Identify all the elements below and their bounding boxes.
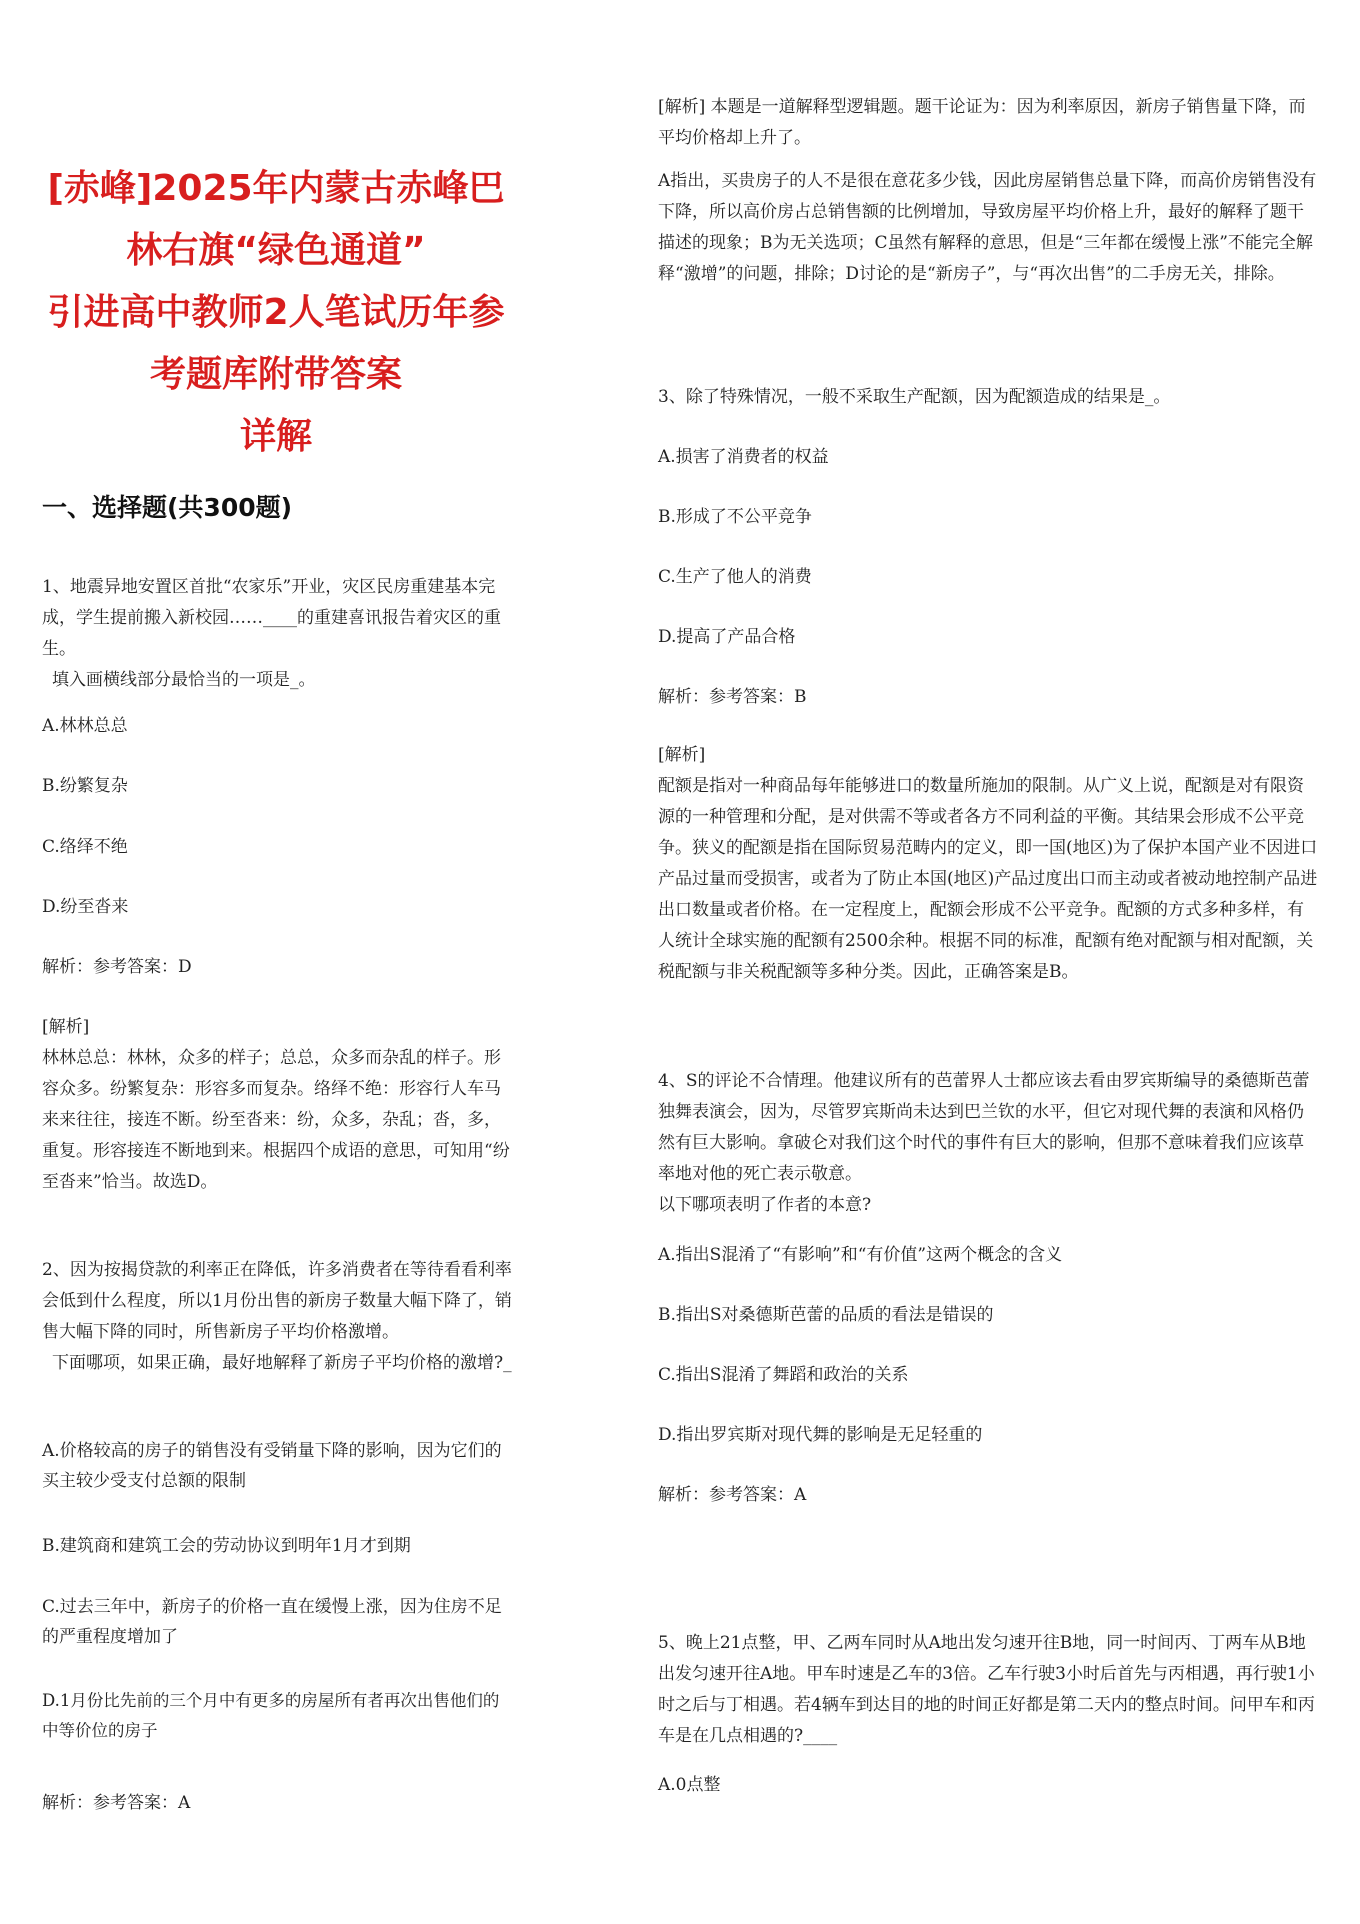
q1-stem-block: [42, 572, 512, 696]
q3-stem: 3、除了特殊情况，一般不采取生产配额，因为配额造成的结果是_。: [658, 387, 1171, 407]
q4-option-b: B.指出S对桑德斯芭蕾的品质的看法是错误的: [658, 1305, 994, 1325]
q3-analysis: 配额是指对一种商品每年能够进口的数量所施加的限制。从广义上说，配额是对有限资源的一种管理和分配，是对供需不等或者各方不同利益的平衡。其结果会形成不公平竞争。狭义的配额是指在国际贸易范畴内的定义，即一国(地区)为了保护本国产业不因进口产品过量而受损害，或者为了防止本国(地区)产品过度出口而主动或者被动地控制产品进出口数量或者价格。在一定程度上，配额会形成不公平竞争。配额的方式多种多样，有人统计全球实施的配额有2500余种。根据不同的标准，配额有绝对配额与相对配额，关税配额与非关税配额等多种分类。因此，正确答案是B。: [658, 776, 1318, 982]
section-heading: 一、选择题(共300题): [42, 493, 293, 522]
q2-stem: 2、因为按揭贷款的利率正在降低，许多消费者在等待看看利率会低到什么程度，所以1月份出售的新房子数量大幅下降了，销售大幅下降的同时，所售新房子平均价格激增。: [42, 1260, 512, 1342]
q1-option-d: D.纷至沓来: [42, 897, 129, 917]
q4-answer: 解析：参考答案：A: [658, 1485, 807, 1505]
q3-option-c: C.生产了他人的消费: [658, 567, 812, 587]
q1-analysis-block: [42, 1012, 512, 1198]
q2-answer: 解析：参考答案：A: [42, 1793, 191, 1813]
q4-stem: 4、S的评论不合情理。他建议所有的芭蕾界人士都应该去看由罗宾斯编导的桑德斯芭蕾独舞表演会，因为，尽管罗宾斯尚未达到巴兰钦的水平，但它对现代舞的表演和风格仍然有巨大影响。拿破仑对我们这个时代的事件有巨大的影响，但那不意味着我们应该草率地对他的死亡表示敬意。: [658, 1071, 1310, 1184]
q3-option-a: A.损害了消费者的权益: [658, 447, 829, 467]
document-title: [40, 158, 512, 468]
title-line-1: [赤峰]2025年内蒙古赤峰巴林右旗“绿色通道”: [47, 168, 505, 271]
q2-option-c: C.过去三年中，新房子的价格一直在缓慢上涨，因为住房不足的严重程度增加了: [42, 1597, 502, 1647]
q4-stem-block: [658, 1066, 1320, 1221]
q5-stem: 5、晚上21点整，甲、乙两车同时从A地出发匀速开往B地，同一时间丙、丁两车从B地出发匀速开往A地。甲车时速是乙车的3倍。乙车行驶3小时后首先与丙相遇，再行驶1小时之后与丁相遇。若4辆车到达目的地的时间正好都是第二天内的整点时间。问甲车和丙车是在几点相遇的?____: [658, 1633, 1315, 1746]
q2-option-b: B.建筑商和建筑工会的劳动协议到明年1月才到期: [42, 1536, 411, 1556]
q1-option-c: C.络绎不绝: [42, 837, 128, 857]
q4-option-a: A.指出S混淆了“有影响”和“有价值”这两个概念的含义: [658, 1245, 1063, 1265]
title-line-2: 引进高中教师2人笔试历年参考题库附带答案: [47, 292, 505, 395]
q1-analysis: 林林总总：林林，众多的样子；总总，众多而杂乱的样子。形容众多。纷繁复杂：形容多而复杂。络绎不绝：形容行人车马来来往往，接连不断。纷至沓来：纷，众多，杂乱；沓，多，重复。形容接连不断地到来。根据四个成语的意思，可知用“纷至沓来”恰当。故选D。: [42, 1048, 510, 1192]
q5-option-a: A.0点整: [658, 1775, 721, 1795]
q1-analysis-label: [解析]: [42, 1017, 90, 1037]
q2-stem-block: [42, 1255, 512, 1379]
q3-answer: 解析：参考答案：B: [658, 687, 807, 707]
q3-option-d: D.提高了产品合格: [658, 627, 796, 647]
q1-option-b: B.纷繁复杂: [42, 776, 128, 796]
q1-answer: 解析：参考答案：D: [42, 957, 192, 977]
q4-option-d: D.指出罗宾斯对现代舞的影响是无足轻重的: [658, 1425, 983, 1445]
q2-prompt: 下面哪项，如果正确，最好地解释了新房子平均价格的激增?_: [52, 1353, 512, 1373]
q1-stem: 1、地震异地安置区首批“农家乐”开业，灾区民房重建基本完成，学生提前搬入新校园……____的重建喜讯报告着灾区的重生。: [42, 577, 501, 659]
q3-analysis-label: [解析]: [658, 745, 706, 765]
q2-analysis-intro: [解析] 本题是一道解释型逻辑题。题干论证为：因为利率原因，新房子销售量下降，而平均价格却上升了。: [658, 97, 1306, 148]
q4-option-c: C.指出S混淆了舞蹈和政治的关系: [658, 1365, 909, 1385]
q3-analysis-block: [658, 740, 1320, 988]
title-line-3: 详解: [239, 416, 312, 457]
q2-option-a: A.价格较高的房子的销售没有受销量下降的影响，因为它们的买主较少受支付总额的限制: [42, 1441, 502, 1491]
q2-analysis: A指出，买贵房子的人不是很在意花多少钱，因此房屋销售总量下降，而高价房销售没有下降，所以高价房占总销售额的比例增加，导致房屋平均价格上升，最好的解释了题干描述的现象；B为无关选项；C虽然有解释的意思，但是“三年都在缓慢上涨”不能完全解释“激增”的问题，排除；D讨论的是“新房子”，与“再次出售”的二手房无关，排除。: [658, 171, 1317, 284]
q1-option-a: A.林林总总: [42, 716, 128, 736]
q2-option-d: D.1月份比先前的三个月中有更多的房屋所有者再次出售他们的中等价位的房子: [42, 1691, 500, 1740]
q3-option-b: B.形成了不公平竞争: [658, 507, 812, 527]
q4-prompt: 以下哪项表明了作者的本意?: [658, 1195, 872, 1215]
q1-prompt: 填入画横线部分最恰当的一项是_。: [52, 670, 316, 690]
